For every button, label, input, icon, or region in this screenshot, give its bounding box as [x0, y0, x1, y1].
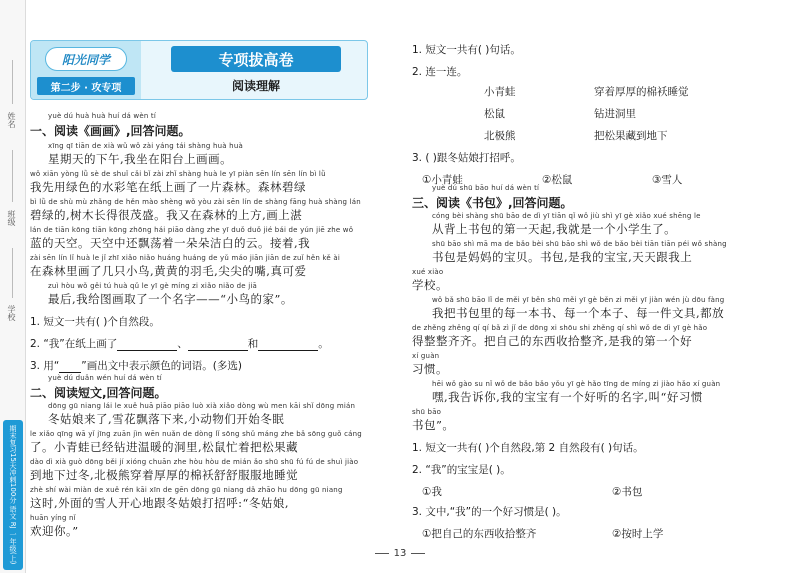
answer-blank[interactable]	[258, 350, 318, 351]
s2-q3-option-2[interactable]: ②松鼠	[542, 174, 573, 186]
answer-blank[interactable]	[117, 350, 177, 351]
connect-left-1[interactable]: 小青蛙	[484, 86, 516, 98]
p3-line-1: 从背上书包的第一天起,我就是一个小学生了。	[432, 222, 677, 236]
connect-right-2[interactable]: 钻进洞里	[594, 108, 636, 120]
book-tag: 期末复习15天冲刺100分 语文 RJ 一年级(上)	[3, 420, 23, 570]
p2-line-4: 这时,外面的雪人开心地跟冬姑娘打招呼:“冬姑娘,	[30, 496, 290, 510]
p1-pinyin-5: zài sēn lín lǐ huà le jǐ zhī xiǎo niǎo huáng huáng de yǔ máo jiān jiān de zuǐ hěn kě ài	[30, 254, 340, 262]
s3-question-2: 2. “我”的宝宝是( )。	[412, 464, 511, 476]
p3-line-6: 习惯。	[412, 362, 448, 376]
p1-line-3: 碧绿的,树木长得很茂盛。我又在森林的上方,画上湛	[30, 208, 303, 222]
p3-pinyin-2: shū bāo shì mā ma de bǎo bèi shū bāo shì wǒ de bǎo bèi tiān tiān péi wǒ shàng	[432, 240, 727, 248]
name-label: 姓名	[7, 112, 16, 128]
s3-q3-option-1[interactable]: ①把自己的东西收拾整齐	[422, 528, 537, 540]
p3-pinyin-8: shū bāo	[412, 408, 442, 416]
s2-question-1: 1. 短文一共有( )句话。	[412, 44, 521, 56]
s3-q2-option-1[interactable]: ①我	[422, 486, 442, 498]
p3-pinyin-1: cóng bèi shàng shū bāo de dì yī tiān qǐ wǒ jiù shì yī gè xiǎo xué shēng le	[432, 212, 701, 220]
p2-line-2: 了。小青蛙已经钻进温暖的洞里,松鼠忙着把松果藏	[30, 440, 299, 454]
p2-pinyin-5: huān yíng nǐ	[30, 514, 76, 522]
p3-line-4: 我把书包里的每一本书、每一个本子、每一件文具,都放	[432, 306, 725, 320]
section2-title: 二、阅读短文,回答问题。	[30, 386, 167, 400]
p1-pinyin-3: bì lǜ de shù mù zhǎng de hěn mào shèng wǒ yòu zài sēn lín de shàng fāng huà shàng lán	[30, 198, 361, 206]
section1-title: 一、阅读《画画》,回答问题。	[30, 124, 191, 138]
p1-line-1: 星期天的下午,我坐在阳台上画画。	[48, 152, 233, 166]
page-number: 13	[360, 548, 440, 559]
underline-sample	[59, 372, 81, 373]
page-subtitle: 阅读理解	[231, 78, 280, 93]
connect-right-3[interactable]: 把松果藏到地下	[594, 130, 668, 142]
p3-pinyin-3: xué xiào	[412, 268, 444, 276]
p2-line-1: 冬姑娘来了,雪花飘落下来,小动物们开始冬眠	[48, 412, 285, 426]
p3-pinyin-7: hēi wǒ gào su nǐ wǒ de bǎo bǎo yǒu yī gè hǎo tīng de míng zi jiào hǎo xí guàn	[432, 380, 721, 388]
s1-question-1: 1. 短文一共有( )个自然段。	[30, 316, 160, 328]
s3-question-1: 1. 短文一共有( )个自然段,第 2 自然段有( )句话。	[412, 442, 644, 454]
s1-question-3: 3. 用“ ”画出文中表示颜色的词语。(多选)	[30, 360, 242, 372]
p3-line-2: 书包是妈妈的宝贝。书包,是我的宝宝,天天跟我上	[432, 250, 693, 264]
answer-blank[interactable]	[188, 350, 248, 351]
s3-question-3: 3. 文中,“我”的一个好习惯是( )。	[412, 506, 567, 518]
p3-pinyin-4: wǒ bǎ shū bāo lǐ de měi yī běn shū měi yī gè běn zi měi yī jiàn wén jù dōu fàng	[432, 296, 725, 304]
s1-question-2: 2. “我”在纸上画了 、 和 。	[30, 338, 329, 350]
binding-strip	[0, 0, 26, 573]
connect-left-3[interactable]: 北极熊	[484, 130, 516, 142]
class-label: 班级	[7, 210, 16, 226]
section3-pinyin: yuè dú shū bāo huí dá wèn tí	[432, 184, 540, 192]
page-title: 专项拔高卷	[171, 46, 341, 72]
brand-logo: 阳光同学	[45, 47, 127, 71]
class-line	[12, 150, 13, 202]
name-line	[12, 60, 13, 104]
p3-pinyin-5: de zhěng zhěng qí qí bǎ zì jǐ de dōng xi shōu shi zhěng qí shì wǒ de dì yī gè hǎo	[412, 324, 708, 332]
p2-line-3: 到地下过冬,北极熊穿着厚厚的棉袄舒舒服服地睡觉	[30, 468, 299, 482]
p1-pinyin-6: zuì hòu wǒ gěi tú huà qǔ le yī gè míng zi xiǎo niǎo de jiā	[48, 282, 258, 290]
p1-line-4: 蓝的天空。天空中还飘荡着一朵朵洁白的云。接着,我	[30, 236, 311, 250]
p1-line-5: 在森林里画了几只小鸟,黄黄的羽毛,尖尖的嘴,真可爱	[30, 264, 307, 278]
p3-line-5: 得整整齐齐。把自己的东西收拾整齐,是我的第一个好	[412, 334, 693, 348]
section2-pinyin: yuè dú duǎn wén huí dá wèn tí	[48, 374, 162, 382]
s2-question-2: 2. 连一连。	[412, 66, 468, 78]
p1-line-6: 最后,我给图画取了一个名字——“小鸟的家”。	[48, 292, 293, 306]
connect-left-2[interactable]: 松鼠	[484, 108, 505, 120]
p2-line-5: 欢迎你。”	[30, 524, 79, 538]
school-line	[12, 248, 13, 298]
p1-line-2: 我先用绿色的水彩笔在纸上画了一片森林。森林碧绿	[30, 180, 306, 194]
p1-pinyin-1: xīng qī tiān de xià wǔ wǒ zài yáng tái shàng huà huà	[48, 142, 243, 150]
s3-q2-option-2[interactable]: ②书包	[612, 486, 643, 498]
header-left-panel	[31, 41, 141, 99]
p3-line-8: 书包”。	[412, 418, 455, 432]
connect-right-1[interactable]: 穿着厚厚的棉袄睡觉	[594, 86, 689, 98]
p2-pinyin-1: dōng gū niang lái le xuě huā piāo piāo luò xià xiǎo dòng wù men kāi shǐ dōng mián	[48, 402, 356, 410]
s2-q3-option-3[interactable]: ③雪人	[652, 174, 683, 186]
section3-title: 三、阅读《书包》,回答问题。	[412, 196, 573, 210]
s2-question-3: 3. ( )跟冬姑娘打招呼。	[412, 152, 521, 164]
section1-pinyin: yuè dú huà huà huí dá wèn tí	[48, 112, 156, 120]
p3-line-7: 嘿,我告诉你,我的宝宝有一个好听的名字,叫“好习惯	[432, 390, 703, 404]
p2-pinyin-4: zhè shí wài miàn de xuě rén kāi xīn de gēn dōng gū niang dǎ zhāo hu dōng gū niang	[30, 486, 343, 494]
p2-pinyin-3: dào dì xià guò dōng běi jí xióng chuān zhe hòu hòu de mián ǎo shū shū fú fú de shuì jiào	[30, 458, 359, 466]
p3-line-3: 学校。	[412, 278, 448, 292]
step-label: 第二步 · 攻专项	[37, 77, 135, 95]
page-header	[30, 40, 368, 100]
p3-pinyin-6: xí guàn	[412, 352, 440, 360]
s2-q3-option-1[interactable]: ①小青蛙	[422, 174, 463, 186]
s3-q3-option-2[interactable]: ②按时上学	[612, 528, 664, 540]
school-label: 学校	[7, 305, 16, 321]
p2-pinyin-2: le xiǎo qīng wā yǐ jīng zuān jìn wēn nuǎn de dòng lǐ sōng shǔ máng zhe bǎ sōng guǒ cáng	[30, 430, 362, 438]
p1-pinyin-4: lán de tiān kōng tiān kōng zhōng hái piāo dàng zhe yī duǒ duǒ jié bái de yún jiē zhe wǒ	[30, 226, 354, 234]
p1-pinyin-2: wǒ xiān yòng lǜ sè de shuǐ cǎi bǐ zài zhǐ shàng huà le yī piàn sēn lín sēn lín bì lǜ	[30, 170, 326, 178]
